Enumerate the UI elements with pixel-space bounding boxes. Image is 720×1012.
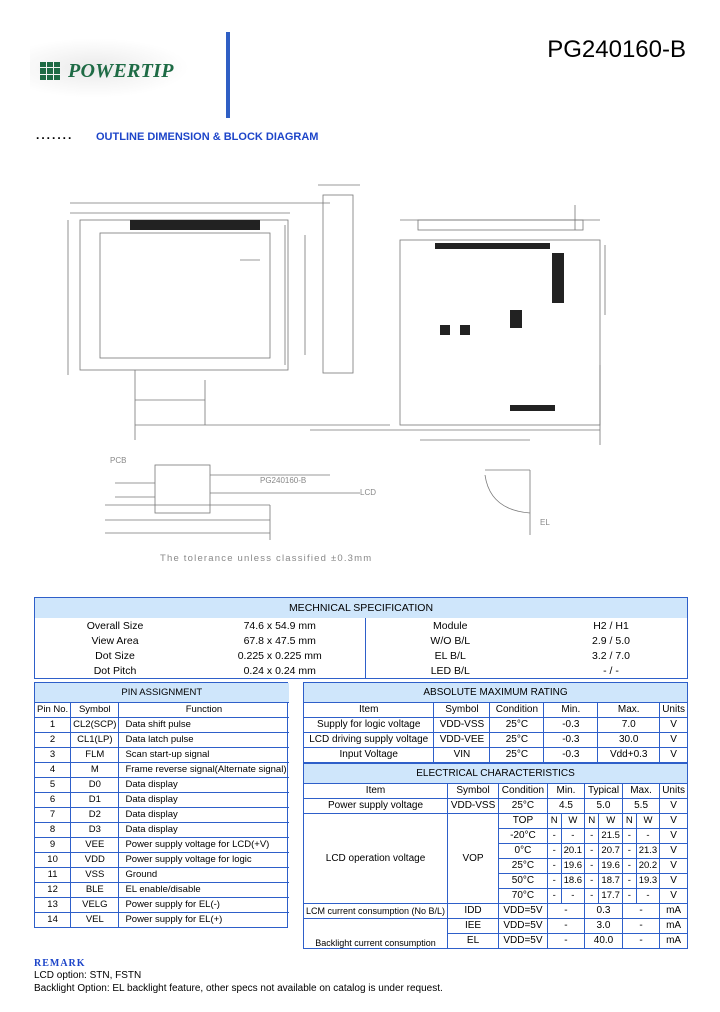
drawing-labels (110, 456, 550, 564)
tolerance-note: The tolerance unless classified ±0.3mm (160, 553, 373, 564)
table-row: Overall Size 74.6 x 54.9 mm Module H2 / H1 (86, 619, 629, 632)
table-row: 11 VSS Ground (35, 867, 289, 882)
table-row: 7 D2 Data display (35, 807, 289, 822)
logo-icon (40, 62, 60, 80)
section-title: OUTLINE DIMENSION & BLOCK DIAGRAM (96, 131, 319, 143)
remark-title: REMARK (34, 958, 86, 969)
table-row: 1 CL2(SCP) Data shift pulse (35, 717, 289, 732)
model-title: PG240160-B (547, 36, 686, 63)
table-header-row: Item Symbol Condition Min. Max. Units (304, 702, 687, 717)
table-row: EL VDD=5V - 40.0 - mA (304, 933, 687, 948)
table-row: 12 BLE EL enable/disable (35, 882, 289, 897)
remark-line-backlight: Backlight Option: EL backlight feature, other specs not available on catalog is under request. (34, 983, 443, 994)
table-row: 2 CL1(LP) Data latch pulse (35, 732, 289, 747)
front-view (68, 185, 390, 440)
table-row: 13 VELG Power supply for EL(-) (35, 897, 289, 912)
abs-max-title: ABSOLUTE MAXIMUM RATING (304, 683, 687, 702)
pin-title: PIN ASSIGNMENT (35, 683, 289, 702)
header-divider (226, 32, 230, 118)
table-row: 3 FLM Scan start-up signal (35, 747, 289, 762)
table-row: 6 D1 Data display (35, 792, 289, 807)
remark-line-lcd: LCD option: STN, FSTN (34, 970, 142, 981)
table-row: LCD driving supply voltage VDD-VEE 25°C -0.3 30.0 V (304, 732, 687, 747)
table-row: View Area 67.8 x 47.5 mm W/O B/L 2.9 / 5.0 (91, 634, 630, 647)
pcb-label: PCB (110, 456, 127, 465)
partno-label: PG240160-B (260, 476, 307, 485)
table-row: LCD operation voltage VOP TOP N W N W N W V (304, 813, 687, 828)
table-row: Dot Pitch 0.24 x 0.24 mm LED B/L - / - (93, 664, 619, 677)
section-dots: ....... (36, 128, 74, 142)
table-row: 10 VDD Power supply voltage for logic (35, 852, 289, 867)
table-row: 5 D0 Data display (35, 777, 289, 792)
table-header-row: Pin No. Symbol Function (35, 702, 289, 717)
table-row: 8 D3 Data display (35, 822, 289, 837)
table-row: 0°C - 20.1 - 20.7 - 21.3 V (304, 843, 687, 858)
outline-drawing (60, 165, 660, 570)
mechanical-spec-table (34, 597, 688, 679)
table-row: 9 VEE Power supply voltage for LCD(+V) (35, 837, 289, 852)
table-row: Power supply voltage VDD-VSS 25°C 4.5 5.0 5.5 V (304, 798, 687, 813)
table-row: 25°C - 19.6 - 19.6 - 20.2 V (304, 858, 687, 873)
block-diagram (105, 465, 530, 540)
table-row: LCM current consumption (No B/L) IDD VDD=5V - 0.3 - mA (304, 903, 687, 918)
table-row: Backlight current consumption IEE VDD=5V - 3.0 - mA (304, 918, 687, 933)
table-row: 14 VEL Power supply for EL(+) (35, 912, 289, 927)
el-label: EL (540, 518, 550, 527)
table-header-row: Item Symbol Condition Min. Typical Max. Units (304, 783, 687, 798)
mechanical-title: MECHNICAL SPECIFICATION (35, 598, 687, 618)
electrical-table (303, 763, 688, 949)
pin-assignment-table (34, 682, 288, 928)
brand-logo: POWERTIP (68, 60, 174, 82)
table-row: Dot Size 0.225 x 0.225 mm EL B/L 3.2 / 7.0 (95, 649, 630, 662)
absolute-max-table (303, 682, 688, 763)
table-row: -20°C - - - 21.5 - - V (304, 828, 687, 843)
table-row: 4 M Frame reverse signal(Alternate signal) (35, 762, 289, 777)
table-row: Supply for logic voltage VDD-VSS 25°C -0.3 7.0 V (304, 717, 687, 732)
rear-view (310, 205, 605, 445)
table-row: 50°C - 18.6 - 18.7 - 19.3 V (304, 873, 687, 888)
table-row: 70°C - - - 17.7 - - V (304, 888, 687, 903)
table-row: Input Voltage VIN 25°C -0.3 Vdd+0.3 V (304, 747, 687, 762)
electrical-title: ELECTRICAL CHARACTERISTICS (304, 764, 687, 783)
lcd-label: LCD (360, 488, 377, 497)
